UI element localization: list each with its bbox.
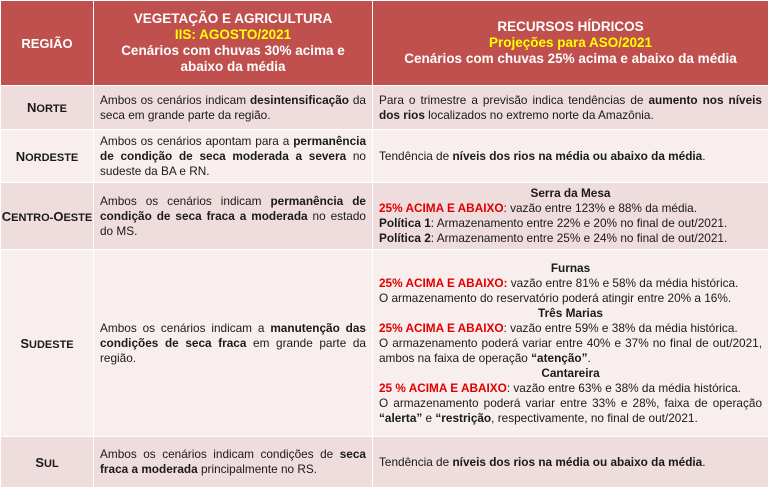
rec-sul: Tendência de níveis dos rios na média ou abaixo da média. — [373, 437, 768, 488]
rec-sudeste: Furnas 25% ACIMA E ABAIXO: vazão entre 81% e 58% da média histórica. O armazenamento do reservatório poderá atingir entre 20% a 16%. Três Marias 25% ACIMA E ABAIXO: vazão entre 59% e 38% da média histórica. O armazenamento poderá variar entre 40% e 37% no final de out/2021, ambos na faixa de operação “atenção”. Cantareira 25 % ACIMA E ABAIXO: vazão entre 63% e 38% da média histórica. O armazenamento poderá variar entre 33% e 28%, faixa de operação “alerta” e “restrição, respectivamente, no final de out/2021. — [373, 250, 768, 437]
rec-norte: Para o trimestre a previsão indica tendências de aumento nos níveis dos rios localizados no extremo norte da Amazônia. — [373, 86, 768, 130]
header-veg-title: VEGETAÇÃO E AGRICULTURA — [98, 11, 368, 27]
row-sudeste — [1, 250, 768, 437]
reservoir-title-cantareira: Cantareira — [379, 366, 762, 381]
header-rec-title: RECURSOS HÍDRICOS — [377, 19, 764, 35]
header-rec-desc: Cenários com chuvas 25% acima e abaixo da média — [377, 51, 764, 67]
veg-sul: Ambos os cenários indicam condições de seca fraca a moderada principalmente no RS. — [94, 437, 373, 488]
header-vegetacao — [94, 1, 373, 86]
region-nordeste: NORDESTE — [1, 130, 94, 183]
veg-norte: Ambos os cenários indicam desintensificação da seca em grande parte da região. — [94, 86, 373, 130]
header-regiao: REGIÃO — [1, 1, 94, 86]
region-sul: SUL — [1, 437, 94, 488]
row-nordeste — [1, 130, 768, 183]
header-veg-sub: IIS: AGOSTO/2021 — [98, 27, 368, 43]
region-norte: NORTE — [1, 86, 94, 130]
row-norte — [1, 86, 768, 130]
veg-nordeste: Ambos os cenários apontam para a permanência de condição de seca moderada a severa no sudeste da BA e RN. — [94, 130, 373, 183]
rec-nordeste: Tendência de níveis dos rios na média ou abaixo da média. — [373, 130, 768, 183]
reservoir-title-serra-da-mesa: Serra da Mesa — [379, 186, 762, 201]
reservoir-title-tres-marias: Três Marias — [379, 306, 762, 321]
region-centro-oeste: CENTRO-OESTE — [1, 183, 94, 250]
header-row — [1, 1, 768, 86]
header-rec-sub: Projeções para ASO/2021 — [377, 35, 764, 51]
row-centro-oeste — [1, 183, 768, 250]
veg-centro-oeste: Ambos os cenários indicam permanência de condição de seca fraca a moderada no estado do MS. — [94, 183, 373, 250]
reservoir-title-furnas: Furnas — [379, 261, 762, 276]
row-sul — [1, 437, 768, 488]
veg-sudeste: Ambos os cenários indicam a manutenção das condições de seca fraca em grande parte da região. — [94, 250, 373, 437]
region-sudeste: SUDESTE — [1, 250, 94, 437]
rec-centro-oeste: Serra da Mesa 25% ACIMA E ABAIXO: vazão entre 123% e 88% da média. Política 1: Armazenamento entre 22% e 20% no final de out/2021. Política 2: Armazenamento entre 25% e 24% no final de out/2021. — [373, 183, 768, 250]
header-recursos — [373, 1, 768, 86]
header-veg-desc: Cenários com chuvas 30% acima e abaixo da média — [98, 43, 368, 75]
